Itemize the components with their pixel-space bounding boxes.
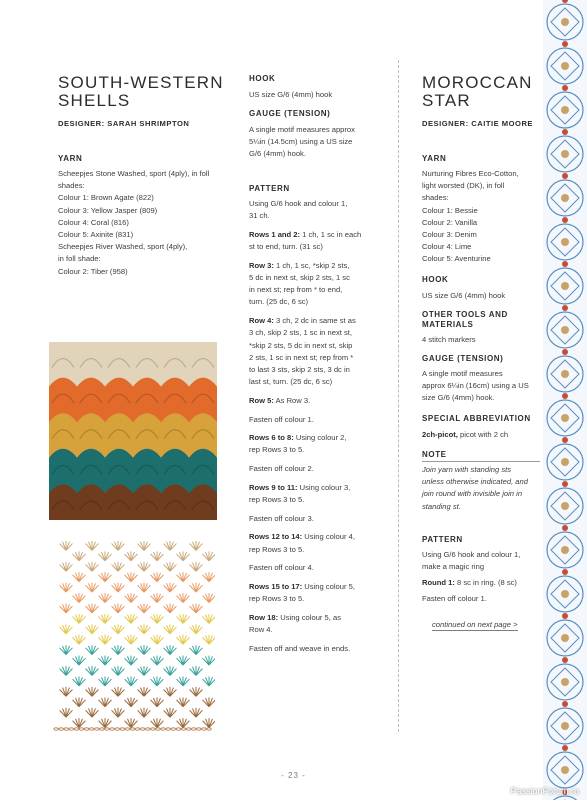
fasten-off-text: Fasten off colour 1. [422, 594, 487, 603]
row-text: Using colour 5, [302, 582, 355, 592]
hook-text: US size G/6 (4mm) hook [422, 291, 506, 300]
pattern-step [249, 562, 389, 574]
pattern-heading: PATTERN [422, 535, 463, 544]
yarn-line: Nurturing Fibres Eco-Cotton, [422, 169, 519, 178]
chart-chain [105, 728, 109, 730]
yarn-line: light worsted (DK), in foll [422, 181, 505, 191]
row-text: 1 ch, 1 sc in each [300, 229, 362, 239]
yarn-line: Scheepjes Stone Washed, sport (4ply), in foll [58, 169, 210, 178]
yarn-list [422, 168, 547, 266]
gauge-line: A single motif measures approx [249, 125, 355, 134]
border-dot [562, 701, 568, 707]
pattern-step-line [249, 444, 389, 456]
border-center [561, 722, 569, 730]
row-text: Row 4. [249, 625, 273, 635]
note-line: unless otherwise indicated, and [422, 477, 528, 487]
row-label: Row 4: [249, 316, 274, 326]
yarn-line: Colour 1: Brown Agate (822) [58, 193, 154, 203]
yarn-line: Colour 2: Vanilla [422, 217, 478, 227]
pattern-step-line [249, 376, 389, 388]
round-step [422, 577, 547, 589]
border-dot [562, 217, 568, 223]
pattern-intro-line: 31 ch. [249, 211, 270, 221]
row-label: Row 18: [249, 612, 279, 622]
round-text: 8 sc in ring. (8 sc) [454, 578, 517, 587]
row-text: 3 ch, skip 2 sts, 1 sc in next st, [249, 328, 352, 338]
pattern-step-line [249, 494, 389, 506]
row-text: rep Rows 3 to 5. [249, 594, 305, 604]
decorative-tile-border [543, 0, 587, 800]
pattern-step-line [249, 241, 389, 253]
chart-chain [84, 728, 88, 730]
pattern-step-line [249, 272, 389, 284]
abbreviation-heading: SPECIAL ABBREVIATION [422, 414, 531, 423]
chart-chain [141, 728, 145, 730]
row-label: Rows 6 to 8: [249, 433, 294, 443]
pattern-title-line2: STAR [422, 91, 471, 110]
border-dot [562, 349, 568, 355]
crochet-swatch-photo [49, 342, 217, 520]
row-text: last st, turn. (25 dc, 6 sc) [249, 377, 333, 387]
hook-heading: HOOK [422, 275, 449, 284]
chart-chain [110, 728, 114, 730]
chart-chain [161, 728, 165, 730]
yarn-line: Colour 4: Lime [422, 242, 472, 252]
gauge-line: G/6 (4mm) hook. [249, 149, 306, 159]
border-center [561, 546, 569, 554]
yarn-line: Scheepjes River Washed, sport (4ply), [58, 242, 188, 252]
chart-chain [79, 728, 83, 730]
border-center [561, 194, 569, 202]
pattern-step-line [249, 562, 389, 574]
pattern-line: make a magic ring [422, 562, 485, 572]
pattern-title-line1: SOUTH-WESTERN [58, 73, 224, 92]
row-label: Rows 12 to 14: [249, 532, 303, 542]
pattern-step [249, 513, 389, 525]
pattern-intro [422, 549, 547, 573]
row-label: Row 3: [249, 260, 274, 270]
pattern-step [249, 229, 389, 253]
note-text [422, 464, 547, 513]
note-line: join round with invisible join in [422, 489, 523, 499]
pattern-title-line2: SHELLS [58, 91, 131, 110]
border-center [561, 370, 569, 378]
chart-chain [166, 728, 170, 730]
pattern-step [249, 463, 389, 475]
pattern-step [249, 482, 389, 506]
yarn-heading: YARN [422, 154, 447, 163]
note-line: Join yarn with standing sts [422, 465, 512, 474]
border-center [561, 238, 569, 246]
border-dot [562, 261, 568, 267]
border-center [561, 62, 569, 70]
abbreviation-text [422, 429, 547, 441]
pattern-heading: PATTERN [249, 184, 290, 193]
row-text: 5 dc in next st, skip 2 sts, 1 sc [249, 273, 350, 283]
pattern-step-line [249, 260, 389, 272]
pattern-step-line [249, 340, 389, 352]
pattern-step [249, 260, 389, 309]
pattern-step-line [249, 624, 389, 636]
pattern-step [249, 612, 389, 636]
row-text: 2 sts, 1 sc in next st; rep from * [249, 352, 354, 362]
chart-chain [64, 728, 68, 730]
row-text: Using colour 4, [302, 532, 355, 542]
row-text: Fasten off colour 3. [249, 513, 314, 523]
row-label: Row 5: [249, 395, 274, 405]
gauge-heading: GAUGE (TENSION) [422, 354, 504, 363]
chart-chain [120, 728, 124, 730]
pattern-step-line [249, 482, 389, 494]
chart-chain [130, 728, 134, 730]
chart-chain [59, 728, 63, 730]
chart-chain [100, 728, 104, 730]
tools-heading-line2: MATERIALS [422, 320, 474, 329]
pattern-step [249, 395, 389, 407]
page-number: - 23 - [281, 771, 306, 780]
border-center [561, 414, 569, 422]
yarn-line: Colour 3: Denim [422, 230, 477, 240]
pattern-step-line [249, 315, 389, 327]
chart-chain [186, 728, 190, 730]
pattern-step-line [249, 395, 389, 407]
pattern-step-line [249, 296, 389, 308]
yarn-list [58, 168, 233, 278]
tools-heading-line1: OTHER TOOLS AND [422, 310, 508, 319]
pattern-step-line [249, 284, 389, 296]
pattern-step-line [249, 544, 389, 556]
chart-chain [202, 728, 206, 730]
chart-chain [192, 728, 196, 730]
row-label: Rows 15 to 17: [249, 582, 303, 592]
yarn-line: Colour 3: Yellow Jasper (809) [58, 205, 158, 215]
border-dot [562, 173, 568, 179]
chart-chain [135, 728, 139, 730]
yarn-line: Colour 2: Tiber (958) [58, 266, 128, 276]
border-dot [562, 305, 568, 311]
chart-chain [95, 728, 99, 730]
row-text: rep Rows 3 to 5. [249, 495, 305, 505]
border-center [561, 678, 569, 686]
row-text: Fasten off colour 4. [249, 563, 314, 573]
border-center [561, 502, 569, 510]
hook-heading: HOOK [249, 74, 276, 83]
row-text: Using colour 2, [293, 433, 347, 443]
border-dot [562, 745, 568, 751]
pattern-step-line [249, 643, 389, 655]
gauge-heading: GAUGE (TENSION) [249, 109, 331, 118]
border-dot [562, 437, 568, 443]
chart-chain [181, 728, 185, 730]
row-text: st to end, turn. (31 sc) [249, 242, 323, 252]
row-text: As Row 3. [273, 395, 311, 405]
border-dot [562, 41, 568, 47]
border-dot [562, 481, 568, 487]
yarn-line: shades: [422, 193, 449, 203]
pattern-instructions [249, 198, 389, 655]
border-center [561, 590, 569, 598]
row-text: Fasten off and weave in ends. [249, 643, 351, 653]
border-dot [562, 613, 568, 619]
watermark: PassionForum.ru [510, 786, 579, 796]
row-text: to last 3 sts, skip 2 sts, 3 dc in [249, 364, 350, 374]
gauge-text [249, 124, 389, 161]
chart-chain [207, 728, 211, 730]
pattern-step [249, 432, 389, 456]
row-text: *skip 2 sts, 5 dc in next st, skip [249, 340, 353, 350]
chart-chain [54, 728, 58, 730]
yarn-line: Colour 5: Axinite (831) [58, 230, 134, 240]
pattern-step-line [249, 531, 389, 543]
note-line: standing st. [422, 501, 461, 511]
chart-chain [90, 728, 94, 730]
column-divider [398, 60, 399, 732]
chart-chain [197, 728, 201, 730]
stitch-chart-diagram [53, 535, 215, 733]
chart-chain [74, 728, 78, 730]
pattern-step [249, 315, 389, 388]
border-dot [562, 129, 568, 135]
border-dot [562, 85, 568, 91]
border-center [561, 634, 569, 642]
pattern-line: Using G/6 hook and colour 1, [422, 550, 521, 559]
pattern-step-line [249, 229, 389, 241]
row-text: Using colour 3, [297, 482, 351, 492]
note-rule [422, 461, 540, 462]
yarn-line: in foll shade: [58, 254, 101, 264]
yarn-line: Colour 1: Bessie [422, 205, 478, 215]
designer-credit: DESIGNER: CAITIE MOORE [422, 119, 533, 128]
border-dot [562, 657, 568, 663]
pattern-step-line [249, 364, 389, 376]
row-text: Using colour 5, as [278, 612, 342, 622]
row-text: 3 ch, 2 dc in same st as [273, 316, 356, 326]
chart-chain [176, 728, 180, 730]
chart-chain [151, 728, 155, 730]
hook-text: US size G/6 (4mm) hook [249, 90, 333, 99]
pattern-step-line [249, 513, 389, 525]
row-text: rep Rows 3 to 5. [249, 544, 305, 554]
pattern-step-line [249, 432, 389, 444]
round-label: Round 1: [422, 578, 455, 587]
yarn-heading: YARN [58, 154, 83, 163]
row-text: Fasten off colour 1. [249, 414, 314, 424]
yarn-line: shades: [58, 181, 85, 191]
chart-chain [171, 728, 175, 730]
yarn-line: Colour 4: Coral (816) [58, 217, 129, 227]
row-text: in next st; rep from * to end, [249, 285, 343, 295]
pattern-step-line [249, 612, 389, 624]
gauge-line: approx 6¼in (16cm) using a US [422, 381, 529, 391]
gauge-line: A single motif measures [422, 369, 503, 378]
pattern-step-line [249, 463, 389, 475]
pattern-step-line [249, 593, 389, 605]
abbreviation-definition: picot with 2 ch [457, 430, 509, 439]
border-center [561, 282, 569, 290]
pattern-intro-line: Using G/6 hook and colour 1, [249, 199, 348, 208]
border-center [561, 458, 569, 466]
gauge-text [422, 368, 547, 405]
row-text: turn. (25 dc, 6 sc) [249, 297, 309, 307]
pattern-step-line [249, 581, 389, 593]
border-center [561, 106, 569, 114]
pattern-step-line [249, 352, 389, 364]
chart-chain [115, 728, 119, 730]
row-label: Rows 9 to 11: [249, 482, 298, 492]
border-dot [562, 525, 568, 531]
gauge-line: 5¼in (14.5cm) using a US size [249, 137, 353, 147]
row-text: 1 ch, 1 sc, *skip 2 sts, [273, 260, 350, 270]
chart-chain [125, 728, 129, 730]
note-heading: NOTE [422, 450, 447, 459]
designer-credit: DESIGNER: SARAH SHRIMPTON [58, 119, 190, 128]
abbreviation-term: 2ch-picot, [422, 430, 458, 439]
pattern-step [249, 643, 389, 655]
chart-chain [146, 728, 150, 730]
continued-link[interactable]: continued on next page > [432, 620, 518, 629]
pattern-step [249, 414, 389, 426]
border-dot [562, 569, 568, 575]
chart-chain [69, 728, 73, 730]
pattern-step-line [249, 414, 389, 426]
pattern-step [249, 581, 389, 605]
pattern-title-line1: MOROCCAN [422, 73, 533, 92]
row-text: rep Rows 3 to 5. [249, 445, 305, 455]
pattern-step [249, 531, 389, 555]
border-dot [562, 393, 568, 399]
border-center [561, 150, 569, 158]
border-center [561, 326, 569, 334]
gauge-line: size G/6 (4mm) hook. [422, 393, 495, 403]
yarn-line: Colour 5: Aventurine [422, 254, 491, 264]
pattern-step-line [249, 327, 389, 339]
tools-text: 4 stitch markers [422, 335, 476, 344]
chart-chain [156, 728, 160, 730]
border-center [561, 18, 569, 26]
row-label: Rows 1 and 2: [249, 229, 301, 239]
row-text: Fasten off colour 2. [249, 464, 314, 474]
